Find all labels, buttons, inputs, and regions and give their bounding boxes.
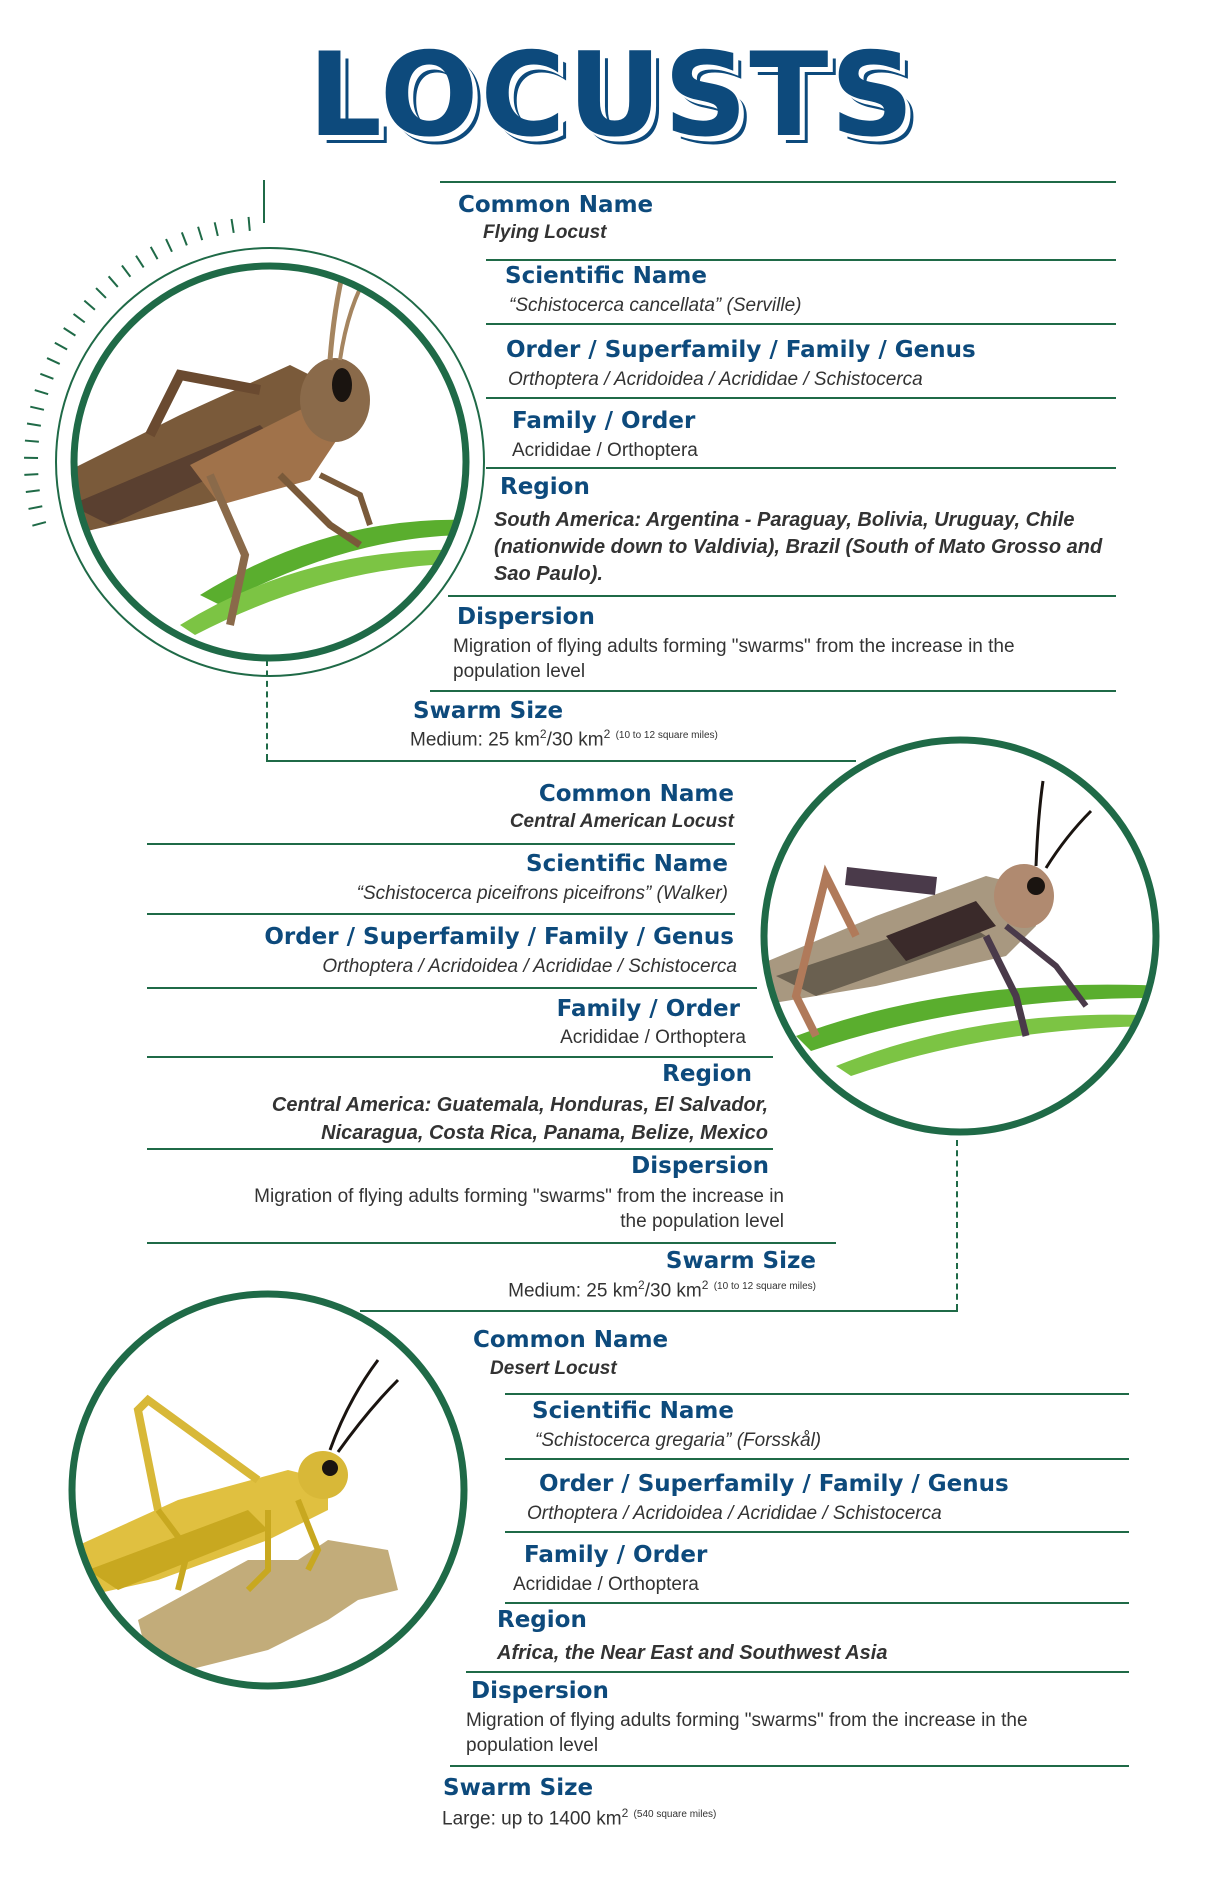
- divider: [147, 843, 735, 845]
- swarm-size-prefix: Medium: 25 km: [410, 729, 540, 751]
- tick-mark: [24, 474, 38, 475]
- scientific-name-value: “Schistocerca gregaria” (Forsskål): [535, 1430, 822, 1451]
- family-order-heading: Family / Order: [512, 408, 696, 434]
- divider: [147, 913, 735, 915]
- scientific-name-value: “Schistocerca cancellata” (Serville): [509, 295, 802, 316]
- family-order-value: Acrididae / Orthoptera: [560, 1027, 746, 1048]
- divider: [505, 1458, 1129, 1460]
- family-order-value: Acrididae / Orthoptera: [512, 440, 698, 461]
- tick-mark: [215, 222, 218, 236]
- superscript: 2: [603, 727, 611, 741]
- tick-mark: [96, 288, 106, 298]
- flying-locust-illustration: [30, 175, 470, 675]
- dispersion-heading: Dispersion: [631, 1153, 769, 1179]
- swarm-size-heading: Swarm Size: [443, 1775, 594, 1801]
- family-order-heading: Family / Order: [524, 1542, 708, 1568]
- region-heading: Region: [497, 1607, 587, 1633]
- swarm-size-value: [508, 1278, 816, 1304]
- dispersion-value: Migration of flying adults forming "swarms" from the increase in the population level: [466, 1710, 1028, 1756]
- order-heading: Order / Superfamily / Family / Genus: [506, 337, 976, 363]
- swarm-size-heading: Swarm Size: [665, 1248, 816, 1274]
- divider: [486, 397, 1116, 399]
- swarm-size-heading: Swarm Size: [413, 698, 564, 724]
- dispersion-value: Migration of flying adults forming "swarms" from the increase in the population level: [453, 636, 1015, 682]
- divider: [486, 467, 1116, 469]
- tick-mark: [26, 490, 40, 492]
- divider: [147, 1242, 836, 1244]
- tick-mark: [29, 506, 43, 509]
- tick-mark: [84, 301, 95, 310]
- order-heading: Order / Superfamily / Family / Genus: [264, 924, 734, 950]
- divider: [450, 1765, 1129, 1767]
- common-name-value: Desert Locust: [490, 1358, 617, 1379]
- swarm-size-note: (10 to 12 square miles): [615, 730, 718, 741]
- scientific-name-heading: Scientific Name: [532, 1398, 734, 1424]
- tick-mark: [47, 358, 60, 364]
- region-value-line1: Central America: Guatemala, Honduras, El Salvador,: [271, 1094, 768, 1116]
- swarm-size-value: [442, 1806, 716, 1832]
- tick-mark: [25, 441, 39, 442]
- connector-line: [956, 1140, 958, 1310]
- tick-mark: [182, 232, 187, 245]
- tick-mark: [166, 239, 172, 252]
- tick-mark: [64, 328, 76, 336]
- common-name-heading: Common Name: [538, 781, 734, 807]
- divider: [505, 1531, 1129, 1533]
- divider: [448, 595, 1116, 597]
- superscript: 2: [621, 1806, 629, 1820]
- page-title: LOCUSTS: [308, 28, 916, 163]
- swarm-size-mid: /30 km: [644, 1280, 702, 1302]
- dispersion-value-line1: Migration of flying adults forming "swarms" from the increase in: [254, 1186, 784, 1207]
- divider: [147, 1056, 773, 1058]
- swarm-size-mid: /30 km: [546, 729, 604, 751]
- tick-mark: [32, 522, 46, 526]
- region-heading: Region: [662, 1061, 752, 1087]
- region-value-line2: Nicaragua, Costa Rica, Panama, Belize, Mexico: [321, 1122, 768, 1144]
- divider: [147, 987, 757, 989]
- superscript: 2: [638, 1278, 645, 1292]
- divider: [466, 1671, 1129, 1673]
- swarm-size-prefix: Large: up to 1400 km: [442, 1808, 622, 1830]
- dispersion-heading: Dispersion: [457, 604, 595, 630]
- swarm-size-note: (540 square miles): [633, 1809, 717, 1820]
- tick-mark: [136, 256, 144, 268]
- tick-mark: [249, 217, 250, 231]
- common-name-value: Central American Locust: [509, 811, 734, 832]
- divider: [486, 259, 1116, 261]
- divider: [440, 181, 1116, 183]
- order-value: Orthoptera / Acridoidea / Acrididae / Schistocerca: [527, 1503, 942, 1524]
- family-order-value: Acrididae / Orthoptera: [513, 1574, 699, 1595]
- swarm-size-note: (10 to 12 square miles): [713, 1281, 816, 1292]
- tick-mark: [27, 424, 41, 426]
- order-value: Orthoptera / Acridoidea / Acrididae / Schistocerca: [508, 369, 923, 390]
- common-name-heading: Common Name: [473, 1327, 669, 1353]
- superscript: 2: [701, 1278, 709, 1292]
- divider: [430, 690, 1116, 692]
- tick-mark: [74, 314, 85, 322]
- tick-mark: [40, 374, 53, 379]
- divider: [147, 1148, 773, 1150]
- tick-mark: [55, 343, 67, 350]
- swarm-size-value: [410, 727, 718, 753]
- dispersion-value-line2: the population level: [620, 1211, 784, 1232]
- tick-mark: [30, 407, 44, 410]
- divider: [505, 1393, 1129, 1395]
- superscript: 2: [539, 727, 547, 741]
- tick-mark: [232, 219, 234, 233]
- region-value: Africa, the Near East and Southwest Asia: [497, 1642, 888, 1664]
- order-heading: Order / Superfamily / Family / Genus: [539, 1471, 1009, 1497]
- common-name-value: Flying Locust: [483, 222, 607, 243]
- region-value: South America: Argentina - Paraguay, Bolivia, Uruguay, Chile (nationwide down to Valdivia), Brazil (South of Mato Grosso and Sao Paulo).: [494, 509, 1103, 585]
- divider: [486, 323, 1116, 325]
- scientific-name-heading: Scientific Name: [526, 851, 728, 877]
- dispersion-heading: Dispersion: [471, 1678, 609, 1704]
- tick-mark: [151, 247, 158, 259]
- tick-mark: [122, 266, 130, 277]
- central-american-locust-illustration: [756, 736, 1166, 1146]
- tick-mark: [109, 276, 118, 287]
- desert-locust-illustration: [68, 1290, 478, 1700]
- scientific-name-heading: Scientific Name: [505, 263, 707, 289]
- order-value: Orthoptera / Acridoidea / Acrididae / Schistocerca: [322, 956, 737, 977]
- divider: [505, 1602, 1129, 1604]
- family-order-heading: Family / Order: [556, 996, 740, 1022]
- scientific-name-value: “Schistocerca piceifrons piceifrons” (Walker): [356, 883, 728, 904]
- connector-line: [266, 660, 268, 760]
- common-name-heading: Common Name: [458, 192, 654, 218]
- tick-mark: [35, 390, 48, 394]
- region-heading: Region: [500, 474, 590, 500]
- swarm-size-prefix: Medium: 25 km: [508, 1280, 639, 1302]
- tick-mark: [198, 227, 202, 240]
